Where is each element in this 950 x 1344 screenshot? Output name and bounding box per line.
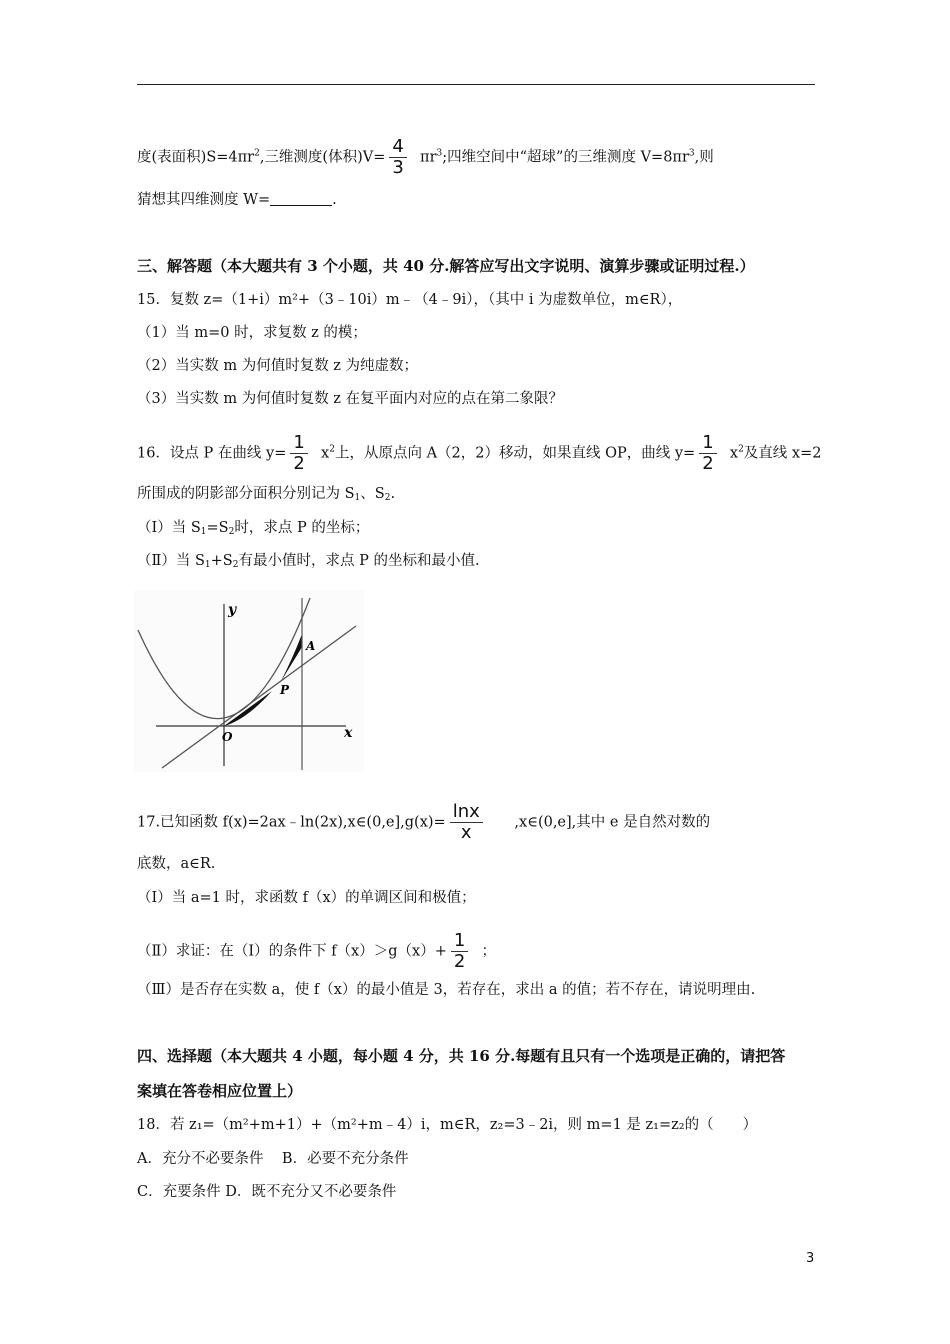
text: πr [420, 149, 437, 166]
p15-q3: （3）当实数 m 为何值时复数 z 在复平面内对应的点在第二象限？ [137, 391, 564, 407]
label-x: x [344, 725, 353, 741]
p15-q2: （2）当实数 m 为何值时复数 z 为纯虚数； [137, 358, 419, 374]
denominator: 2 [293, 453, 305, 474]
numerator: 1 [290, 434, 307, 454]
option-a: A．充分不必要条件 [137, 1151, 264, 1167]
fraction-1-2 [451, 932, 468, 971]
sup: 2 [254, 148, 260, 159]
p16-q2 [137, 551, 480, 571]
fraction-lnx-x [450, 803, 483, 842]
section3-heading: 三、解答题（本大题共有 3 个小题，共 40 分.解答应写出文字说明、演算步骤或证明过程.） [137, 257, 755, 275]
sup: 2 [329, 444, 335, 455]
text: 度(表面积)S=4πr [137, 149, 255, 166]
section4-heading-line2: 案填在答卷相应位置上） [137, 1082, 303, 1100]
fraction-4-3 [389, 138, 406, 177]
option-c: C．充要条件 [137, 1184, 221, 1200]
text: ;四维空间中“超球”的三维测度 V=8πr [442, 149, 689, 166]
numerator: 1 [699, 434, 716, 454]
p16-line2 [137, 484, 395, 504]
page-number: 3 [806, 1251, 815, 1266]
sub: 1 [200, 527, 207, 537]
text: ,x∈(0,e],其中 e 是自然对数的 [514, 814, 711, 831]
text: 猜想其四维测度 W= [137, 192, 271, 208]
numerator: lnx [450, 803, 483, 823]
text: 时，求点 P 的坐标； [234, 520, 370, 536]
text: 有最小值时，求点 P 的坐标和最小值. [238, 553, 480, 569]
numerator: 4 [389, 138, 406, 158]
parabola-figure [134, 590, 364, 772]
denominator: 2 [702, 453, 714, 474]
text: （Ⅱ）当 S [137, 553, 205, 569]
p15-q1: （1）当 m=0 时，求复数 z 的模； [137, 325, 367, 341]
figure-background [134, 590, 364, 772]
text: . [390, 486, 396, 502]
denominator: 2 [453, 951, 466, 972]
p16-line1 [137, 434, 821, 473]
sub: 2 [232, 560, 239, 570]
p18-stem: 18．若 z₁=（m²+m+1）+（m²+m﹣4）i，m∈R，z₂=3﹣2i，则 m=1 是 z₁=z₂的（ ） [137, 1117, 758, 1133]
label-p: P [280, 683, 290, 697]
sub: 1 [354, 493, 361, 503]
label-a: A [306, 639, 316, 653]
p17-line2: 底数，a∈R. [137, 856, 216, 872]
text: x [321, 445, 330, 462]
text: +S [210, 553, 233, 569]
text: ,三维测度(体积)V= [259, 149, 386, 166]
p17-q2 [137, 932, 496, 971]
text: ,则 [694, 149, 714, 166]
text: 上，从原点向 A（2，2）移动，如果直线 OP，曲线 y= [334, 445, 696, 462]
p18-options-ab [137, 1149, 409, 1169]
text: 17.已知函数 f(x)=2ax﹣ln(2x),x∈(0,e],g(x)= [137, 814, 446, 831]
text: 16．设点 P 在曲线 y= [137, 445, 287, 462]
sup: 2 [738, 444, 744, 455]
p17-q3: （Ⅲ）是否存在实数 a，使 f（x）的最小值是 3，若存在，求出 a 的值；若不存在，请说明理由. [137, 982, 756, 998]
text: 及直线 x=2 [743, 445, 822, 462]
denominator: x [460, 822, 472, 843]
text: （Ⅰ）当 S [137, 520, 201, 536]
section4-heading-line1: 四、选择题（本大题共 4 小题，每小题 4 分，共 16 分.每题有且只有一个选项是正确的，请把答 [137, 1047, 786, 1065]
p15-stem: 15．复数 z=（1+i）m²+（3﹣10i）m﹣（4﹣9i），（其中 i 为虚数单位，m∈R）， [137, 292, 683, 308]
p18-options-cd [137, 1182, 396, 1202]
header-rule [137, 84, 815, 85]
text: 所围成的阴影部分面积分别记为 S [137, 486, 355, 502]
text: =S [206, 520, 229, 536]
text: . [332, 192, 337, 208]
option-b: B．必要不充分条件 [281, 1151, 409, 1167]
text: ； [481, 943, 497, 960]
label-o: O [222, 730, 233, 744]
p17-q1: （Ⅰ）当 a=1 时，求函数 f（x）的单调区间和极值； [137, 890, 476, 906]
sub: 2 [228, 527, 235, 537]
text: x [729, 445, 739, 462]
p14-line2 [137, 190, 337, 210]
text: 、S [360, 486, 385, 502]
p16-q1 [137, 518, 369, 538]
sub: 2 [384, 493, 391, 503]
text: （Ⅱ）求证：在（Ⅰ）的条件下 f（x）＞g（x）+ [137, 943, 447, 960]
denominator: 3 [392, 157, 404, 178]
p17-line1 [137, 803, 710, 842]
sub: 1 [204, 560, 211, 570]
sup: 3 [436, 148, 443, 159]
sup: 3 [688, 148, 695, 159]
fraction-1-2 [699, 434, 716, 473]
fraction-1-2 [290, 434, 307, 473]
answer-blank [270, 191, 332, 206]
label-y: y [228, 602, 237, 618]
option-d: D．既不充分又不必要条件 [225, 1184, 397, 1200]
p14-line1 [137, 138, 714, 177]
numerator: 1 [451, 932, 468, 952]
